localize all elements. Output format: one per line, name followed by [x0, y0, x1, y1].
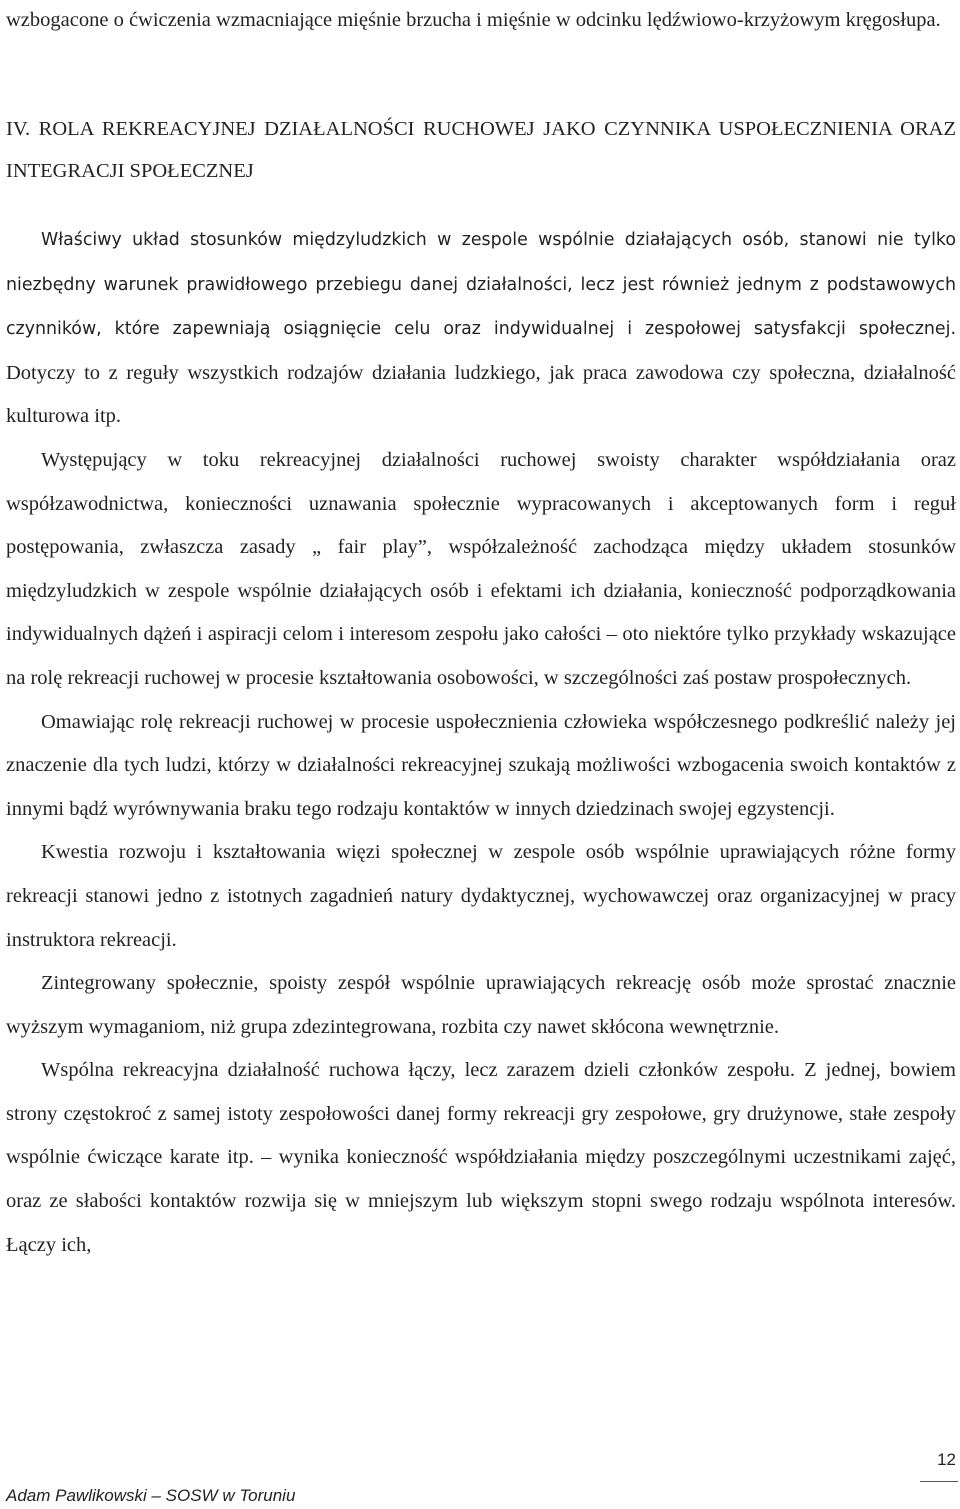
footer-divider [920, 1481, 958, 1482]
page-number: 12 [937, 1450, 956, 1469]
paragraph-2: Występujący w toku rekreacyjnej działalności ruchowej swoisty charakter współdziałania oraz współzawodnictwa, konieczności uznawania społecznie wypracowanych i akceptowanych form i reguł postępowania, zwłaszcza zasady „ fair play”, współzależność zachodząca między układem stosunków międzyludzkich w zespole wspólnie działających osób i efektami ich działania, konieczność podporządkowania indywidualnych dążeń i aspiracji celom i interesom zespołu jako całości – oto niektóre tylko przykłady wskazujące na rolę rekreacji ruchowej w procesie kształtowania osobowości, w szczególności zaś postaw prospołecznych. [6, 448, 956, 689]
section-heading-block [6, 108, 956, 192]
paragraph-1 [6, 218, 956, 439]
paragraph-1-serif-part: Dotyczy to z reguły wszystkich rodzajów działania ludzkiego, jak praca zawodowa czy społeczna, działalność kulturowa itp. [6, 361, 956, 428]
section-heading: IV. ROLA REKREACYJNEJ DZIAŁALNOŚCI RUCHOWEJ JAKO CZYNNIKA USPOŁECZNIENIA ORAZ INTEGRACJI SPOŁECZNEJ [6, 118, 956, 182]
paragraph-6: Wspólna rekreacyjna działalność ruchowa łączy, lecz zarazem dzieli członków zespołu. Z jednej, bowiem strony częstokroć z samej istoty zespołowości danej formy rekreacji gry zespołowe, gry drużynowe, stałe zespoły wspólnie ćwiczące karate itp. – wynika konieczność współdziałania między poszczególnymi uczestnikami zajęć, oraz ze słabości kontaktów rozwija się w mniejszym lub większym stopni swego rodzaju wspólnota interesów. Łączy ich, [6, 1059, 956, 1256]
paragraph-1-sans-part: Właściwy układ stosunków międzyludzkich w zespole wspólnie działających osób, stanowi nie tylko niezbędny warunek prawidłowego przebiegu danej działalności, lecz jest również jednym z podstawowych czynników, które zapewniają osiągnięcie celu oraz indywidualnej i zespołowej satysfakcji społecznej. [6, 230, 956, 340]
paragraph-3: Omawiając rolę rekreacji ruchowej w procesie uspołecznienia człowieka współczesnego podkreślić należy jej znaczenie dla tych ludzi, którzy w działalności rekreacyjnej szukają możliwości wzbogacenia swoich kontaktów z innymi bądź wyrównywania braku tego rodzaju kontaktów w innych dziedzinach swojej egzystencji. [6, 710, 956, 820]
paragraph-5: Zintegrowany społecznie, spoisty zespół wspólnie uprawiających rekreację osób może sprostać znacznie wyższym wymaganiom, niż grupa zdezintegrowana, rozbita czy nawet skłócona wewnętrznie. [6, 972, 956, 1038]
footer-author-line: Adam Pawlikowski – SOSW w Toruniu [6, 1486, 296, 1505]
body-text-block [6, 218, 956, 1267]
paragraph-4: Kwestia rozwoju i kształtowania więzi społecznej w zespole osób wspólnie uprawiających różne formy rekreacji stanowi jedno z istotnych zagadnień natury dydaktycznej, wychowawczej oraz organizacyjnej w pracy instruktora rekreacji. [6, 841, 956, 951]
continued-paragraph-block [6, 0, 956, 41]
continued-paragraph: wzbogacone o ćwiczenia wzmacniające mięśnie brzucha i mięśnie w odcinku lędźwiowo-krzyżowym kręgosłupa. [6, 9, 941, 31]
